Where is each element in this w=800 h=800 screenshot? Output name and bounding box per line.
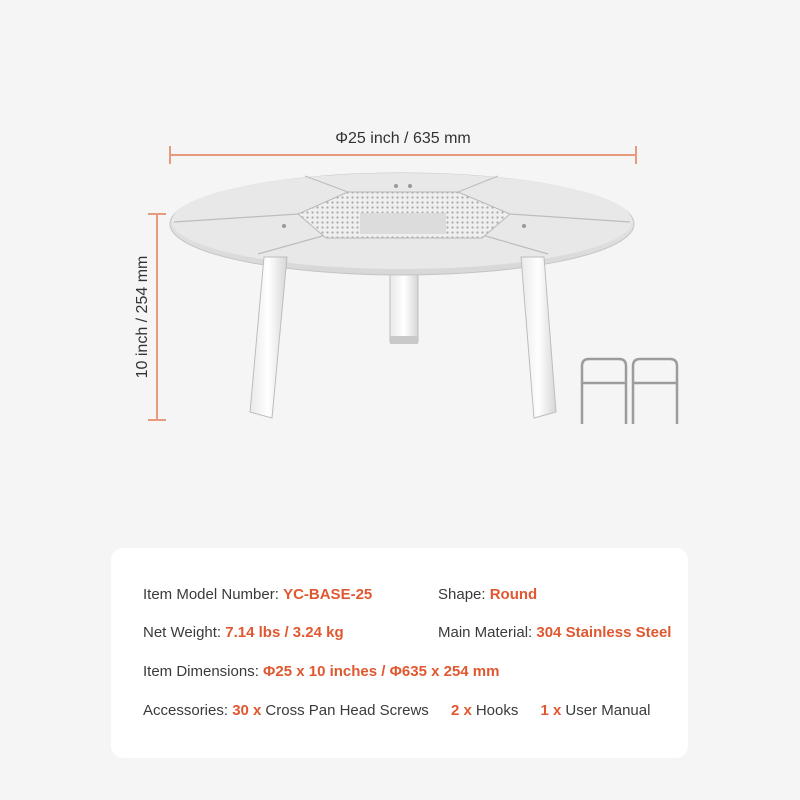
spec-value: 7.14 lbs / 3.24 kg [225, 624, 344, 641]
spec-net-weight [143, 624, 344, 641]
spec-shape [438, 586, 537, 603]
left-leg [250, 257, 287, 418]
spec-label: Item Model Number: [143, 586, 279, 603]
spec-item-dimensions [143, 663, 499, 680]
spec-model-number [143, 586, 372, 603]
accessory-name: Cross Pan Head Screws [265, 702, 429, 719]
spec-main-material [438, 624, 671, 641]
spec-value: Φ25 x 10 inches / Φ635 x 254 mm [263, 663, 500, 680]
spec-label: Item Dimensions: [143, 663, 259, 680]
specifications-card [111, 548, 688, 758]
hook-right-icon [633, 359, 677, 424]
height-dimension-label: 10 inch / 254 mm [134, 255, 151, 379]
width-dimension-label: Φ25 inch / 635 mm [335, 130, 471, 147]
accessory-qty: 1 x [540, 702, 562, 719]
spec-accessories [143, 702, 650, 719]
spec-label: Main Material: [438, 624, 533, 641]
right-leg [521, 257, 556, 418]
hook-left-icon [582, 359, 626, 424]
spec-value: YC-BASE-25 [283, 586, 373, 603]
spec-label: Accessories: [143, 702, 229, 719]
accessory-name: User Manual [565, 702, 651, 719]
spec-value: 304 Stainless Steel [536, 624, 672, 641]
spec-value: Round [489, 586, 538, 603]
accessory-name: Hooks [475, 702, 519, 719]
width-dimension-line [170, 146, 636, 164]
accessory-qty: 30 x [232, 702, 262, 719]
spec-label: Shape: [438, 586, 486, 603]
round-table-top [170, 173, 634, 275]
accessory-qty: 2 x [450, 702, 472, 719]
spec-label: Net Weight: [143, 624, 222, 641]
